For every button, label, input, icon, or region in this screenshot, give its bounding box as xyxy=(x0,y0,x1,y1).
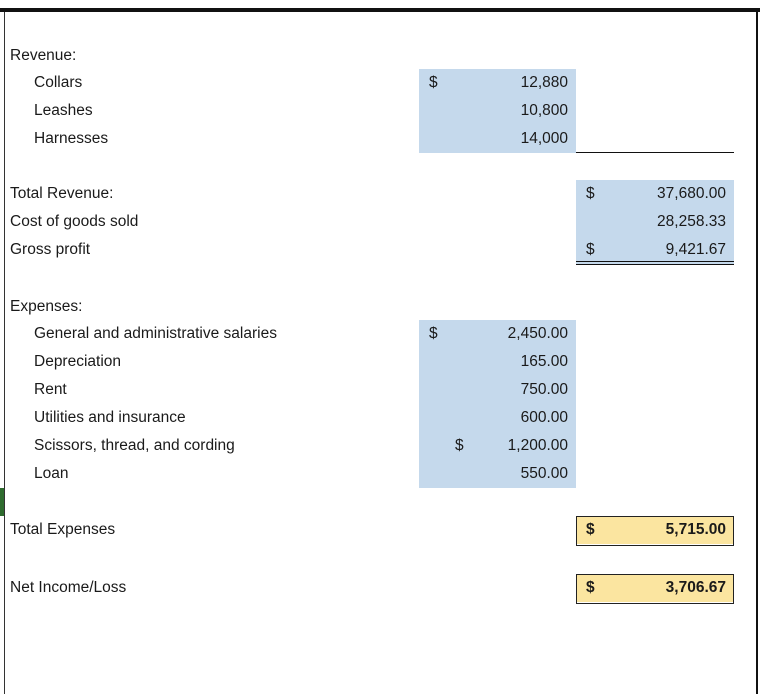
net-income-value: 3,706.67 xyxy=(665,579,726,596)
dollar-sign: $ xyxy=(586,185,595,202)
revenue-value-cell[interactable] xyxy=(419,97,576,125)
net-income-border xyxy=(576,574,734,604)
expense-value: 550.00 xyxy=(520,465,568,482)
revenue-header-row xyxy=(0,42,756,70)
expense-value-cell[interactable] xyxy=(419,320,576,348)
net-income-label: Net Income/Loss xyxy=(10,579,127,596)
expense-label: Scissors, thread, and cording xyxy=(34,437,235,454)
right-border xyxy=(756,8,758,694)
cogs-cell[interactable] xyxy=(576,208,734,236)
cogs-row[interactable] xyxy=(0,208,756,236)
total-expenses-border xyxy=(576,516,734,546)
revenue-value: 14,000 xyxy=(520,130,568,147)
expense-value-cell[interactable] xyxy=(419,432,576,460)
expense-value: 600.00 xyxy=(520,409,568,426)
expense-row[interactable] xyxy=(0,320,756,348)
dollar-sign: $ xyxy=(429,325,438,342)
expense-row[interactable] xyxy=(0,348,756,376)
dollar-sign: $ xyxy=(429,74,438,91)
total-expenses-label: Total Expenses xyxy=(10,521,116,538)
dollar-sign: $ xyxy=(586,579,595,596)
revenue-value: 10,800 xyxy=(520,102,568,119)
revenue-label: Harnesses xyxy=(34,130,109,147)
expenses-header-row xyxy=(0,293,756,321)
revenue-value-cell[interactable] xyxy=(419,125,576,153)
revenue-row-collars[interactable] xyxy=(0,69,756,97)
expense-row[interactable] xyxy=(0,460,756,488)
gross-profit-value: 9,421.67 xyxy=(665,241,726,258)
gross-profit-double-underline xyxy=(576,261,734,265)
revenue-row-leashes[interactable] xyxy=(0,97,756,125)
dollar-sign: $ xyxy=(586,241,595,258)
revenue-underline xyxy=(576,152,734,153)
revenue-row-harnesses[interactable] xyxy=(0,125,756,153)
expense-label: Rent xyxy=(34,381,67,398)
dollar-sign: $ xyxy=(586,521,595,538)
gross-profit-row[interactable] xyxy=(0,236,756,264)
expense-value-cell[interactable] xyxy=(419,404,576,432)
total-revenue-value: 37,680.00 xyxy=(657,185,726,202)
expenses-header: Expenses: xyxy=(10,298,83,315)
revenue-label: Collars xyxy=(34,74,83,91)
revenue-value-cell[interactable] xyxy=(419,69,576,97)
expense-label: Utilities and insurance xyxy=(34,409,186,426)
row-header-marker xyxy=(0,488,4,516)
expense-label: Loan xyxy=(34,465,69,482)
expense-row[interactable] xyxy=(0,432,756,460)
expense-row[interactable] xyxy=(0,404,756,432)
gross-profit-label: Gross profit xyxy=(10,241,91,258)
total-revenue-cell[interactable] xyxy=(576,180,734,208)
expense-value-cell[interactable] xyxy=(419,376,576,404)
dollar-sign: $ xyxy=(455,437,464,454)
expense-value: 750.00 xyxy=(520,381,568,398)
expense-value-cell[interactable] xyxy=(419,348,576,376)
cogs-value: 28,258.33 xyxy=(657,213,726,230)
gross-profit-cell[interactable] xyxy=(576,236,734,264)
revenue-header: Revenue: xyxy=(10,47,77,64)
expense-value: 1,200.00 xyxy=(507,437,568,454)
total-revenue-row[interactable] xyxy=(0,180,756,208)
expense-label: General and administrative salaries xyxy=(34,325,277,342)
expense-row[interactable] xyxy=(0,376,756,404)
total-expenses-value: 5,715.00 xyxy=(665,521,726,538)
expense-value-cell[interactable] xyxy=(419,460,576,488)
total-revenue-label: Total Revenue: xyxy=(10,185,114,202)
top-border xyxy=(0,8,760,12)
cogs-label: Cost of goods sold xyxy=(10,213,139,230)
expense-label: Depreciation xyxy=(34,353,122,370)
expense-value: 2,450.00 xyxy=(507,325,568,342)
expense-value: 165.00 xyxy=(520,353,568,370)
revenue-label: Leashes xyxy=(34,102,93,119)
revenue-value: 12,880 xyxy=(520,74,568,91)
